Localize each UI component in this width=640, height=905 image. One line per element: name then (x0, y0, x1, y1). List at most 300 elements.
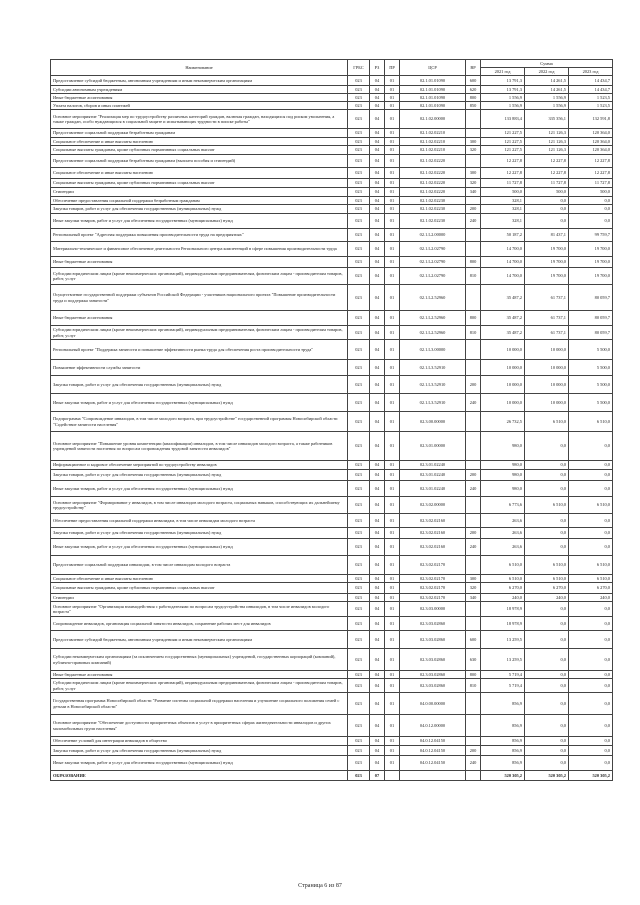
header-csr: ЦСР (400, 60, 466, 76)
row-sum-2023: 0,0 (569, 470, 613, 481)
table-row (51, 693, 613, 715)
row-sum-2023: 0,0 (569, 617, 613, 631)
row-rz: 04 (370, 671, 385, 679)
row-rz: 04 (370, 94, 385, 102)
row-sum-2022: 0,0 (525, 461, 569, 470)
row-name: Социальные выплаты гражданам, кроме публичных нормативных социальных выплат (51, 146, 348, 155)
row-sum-2021: 13 259,5 (481, 631, 525, 649)
row-sum-2022: 0,0 (525, 470, 569, 481)
row-grbs: 023 (348, 311, 370, 326)
table-row (51, 617, 613, 631)
row-csr: 02.1.L3.52910 (400, 394, 466, 412)
row-sum-2021: 121 227,5 (481, 146, 525, 155)
row-grbs: 023 (348, 514, 370, 528)
row-grbs: 023 (348, 242, 370, 257)
row-csr: 02.1.02.02220 (400, 168, 466, 179)
row-grbs: 023 (348, 146, 370, 155)
row-vr (466, 737, 481, 746)
table-row (51, 179, 613, 188)
row-sum-2021: 856,9 (481, 693, 525, 715)
row-csr: 02.3.02.02160 (400, 539, 466, 556)
row-pr: 01 (385, 138, 400, 146)
table-row (51, 102, 613, 110)
row-vr (466, 497, 481, 514)
row-sum-2023: 19 700,0 (569, 268, 613, 285)
row-sum-2023: 0,0 (569, 631, 613, 649)
row-sum-2021: 26 732,5 (481, 412, 525, 432)
row-vr: 600 (466, 631, 481, 649)
table-row (51, 168, 613, 179)
row-sum-2022: 6 510,0 (525, 497, 569, 514)
row-rz: 04 (370, 556, 385, 575)
row-vr (466, 412, 481, 432)
row-sum-2022: 1 556,9 (525, 94, 569, 102)
row-rz: 04 (370, 102, 385, 110)
row-sum-2022: 6 510,0 (525, 556, 569, 575)
row-csr: 02.1.01.01090 (400, 94, 466, 102)
row-pr: 01 (385, 715, 400, 737)
row-vr: 200 (466, 205, 481, 214)
header-vr: ВР (466, 60, 481, 76)
row-vr: 240 (466, 214, 481, 229)
row-sum-2022: 0,0 (525, 539, 569, 556)
row-pr: 01 (385, 86, 400, 94)
row-pr: 01 (385, 539, 400, 556)
row-csr: 02.3.01.00000 (400, 432, 466, 461)
row-csr: 02.1.01.01090 (400, 102, 466, 110)
table-row (51, 311, 613, 326)
table-row (51, 412, 613, 432)
row-csr: 02.3.01.02240 (400, 461, 466, 470)
row-sum-2022: 1 556,9 (525, 102, 569, 110)
row-csr: 02.1.02.02210 (400, 129, 466, 138)
row-sum-2022: 12 227,8 (525, 168, 569, 179)
budget-sheet (50, 59, 612, 781)
row-vr: 300 (466, 138, 481, 146)
row-sum-2023: 0,0 (569, 679, 613, 693)
row-csr: 02.3.02.02170 (400, 556, 466, 575)
row-sum-2022: 61 737,1 (525, 326, 569, 340)
row-grbs: 023 (348, 746, 370, 756)
header-year-2021: 2021 год (481, 68, 525, 76)
row-sum-2022: 0,0 (525, 737, 569, 746)
table-row (51, 679, 613, 693)
row-sum-2021: 263,6 (481, 514, 525, 528)
row-sum-2022: 11 727,8 (525, 179, 569, 188)
row-vr (466, 110, 481, 129)
row-rz: 04 (370, 528, 385, 539)
row-sum-2021: 6 773,6 (481, 497, 525, 514)
row-pr: 01 (385, 110, 400, 129)
row-pr: 01 (385, 129, 400, 138)
row-rz: 04 (370, 360, 385, 376)
row-sum-2023: 0,0 (569, 671, 613, 679)
row-vr (466, 360, 481, 376)
row-name: Социальное обеспечение и иные выплаты населению (51, 138, 348, 146)
row-csr: 02.3.03.02860 (400, 649, 466, 671)
row-sum-2022: 19 700,0 (525, 242, 569, 257)
row-vr: 340 (466, 188, 481, 197)
row-sum-2021: 6 270,0 (481, 583, 525, 594)
row-name: Социальные выплаты гражданам, кроме публичных нормативных социальных выплат (51, 583, 348, 594)
row-vr (466, 771, 481, 781)
row-name: Закупка товаров, работ и услуг для обеспечения государственных (муниципальных) нужд (51, 746, 348, 756)
row-sum-2021: 328,1 (481, 214, 525, 229)
row-name: Иные закупки товаров, работ и услуг для обеспечения государственных (муниципальных) нужд (51, 481, 348, 497)
row-sum-2022: 6 270,0 (525, 583, 569, 594)
row-pr: 01 (385, 229, 400, 242)
row-rz: 04 (370, 86, 385, 94)
row-rz: 04 (370, 229, 385, 242)
row-grbs: 023 (348, 771, 370, 781)
row-pr: 01 (385, 693, 400, 715)
row-sum-2023: 11 727,8 (569, 179, 613, 188)
table-row (51, 481, 613, 497)
row-csr: 02.1.L2.02790 (400, 242, 466, 257)
row-sum-2021: 328,1 (481, 205, 525, 214)
row-sum-2021: 13 791,3 (481, 76, 525, 86)
row-pr: 01 (385, 102, 400, 110)
row-rz: 04 (370, 461, 385, 470)
row-name: Иные бюджетные ассигнования (51, 257, 348, 268)
row-sum-2022: 0,0 (525, 631, 569, 649)
table-row (51, 470, 613, 481)
row-vr (466, 340, 481, 360)
row-rz: 04 (370, 376, 385, 394)
row-pr: 01 (385, 514, 400, 528)
row-name: Субсидии юридическим лицам (кроме некоммерческих организаций), индивидуальным предпринимателям, физическим лицам - производителям товаров, работ, услуг (51, 326, 348, 340)
row-sum-2023: 0,0 (569, 514, 613, 528)
table-row (51, 146, 613, 155)
row-sum-2021: 10 000,0 (481, 394, 525, 412)
row-name: Предоставление социальной поддержки инвалидам, в том числе инвалидам молодого возраста (51, 556, 348, 575)
row-vr: 240 (466, 539, 481, 556)
table-header (51, 60, 613, 76)
row-sum-2021: 10 000,0 (481, 360, 525, 376)
row-sum-2022: 520 305,2 (525, 771, 569, 781)
row-grbs: 023 (348, 575, 370, 583)
row-pr: 01 (385, 602, 400, 617)
row-sum-2021: 50 187,2 (481, 229, 525, 242)
row-sum-2023: 0,0 (569, 602, 613, 617)
row-sum-2023: 80 059,7 (569, 285, 613, 311)
row-rz: 04 (370, 470, 385, 481)
row-sum-2021: 6 510,0 (481, 556, 525, 575)
row-sum-2021: 121 227,5 (481, 129, 525, 138)
row-sum-2022: 0,0 (525, 679, 569, 693)
row-rz: 04 (370, 205, 385, 214)
row-name: Осуществление государственной поддержки субъектов Российской Федерации - участников национального проекта "Повышение производительности труда и поддержка занятости" (51, 285, 348, 311)
row-rz: 04 (370, 746, 385, 756)
row-vr (466, 129, 481, 138)
budget-table (50, 59, 613, 781)
row-grbs: 023 (348, 432, 370, 461)
row-vr: 240 (466, 394, 481, 412)
row-pr: 01 (385, 311, 400, 326)
table-row (51, 242, 613, 257)
row-name: Иные бюджетные ассигнования (51, 311, 348, 326)
row-vr (466, 229, 481, 242)
table-row (51, 756, 613, 771)
row-pr: 01 (385, 631, 400, 649)
row-sum-2023: 5 500,0 (569, 376, 613, 394)
row-name: Предоставление социальной поддержки безработным гражданам (51, 129, 348, 138)
row-pr: 01 (385, 242, 400, 257)
row-rz: 04 (370, 179, 385, 188)
row-sum-2021: 13 259,5 (481, 649, 525, 671)
row-sum-2022: 0,0 (525, 617, 569, 631)
row-sum-2023: 12 227,8 (569, 155, 613, 168)
row-vr (466, 155, 481, 168)
table-row (51, 715, 613, 737)
row-grbs: 023 (348, 649, 370, 671)
row-sum-2022: 0,0 (525, 481, 569, 497)
table-row (51, 76, 613, 86)
row-sum-2021: 14 700,0 (481, 242, 525, 257)
row-name: Обеспечение условий для интеграции инвалидов в общество (51, 737, 348, 746)
row-csr: 04.0.12.04150 (400, 756, 466, 771)
row-rz: 04 (370, 432, 385, 461)
row-sum-2023: 5 500,0 (569, 360, 613, 376)
row-vr: 320 (466, 146, 481, 155)
row-csr: 02.1.01.01090 (400, 86, 466, 94)
row-vr: 800 (466, 671, 481, 679)
row-sum-2023: 0,0 (569, 205, 613, 214)
row-vr: 200 (466, 528, 481, 539)
row-sum-2022: 500,0 (525, 188, 569, 197)
row-sum-2021: 856,9 (481, 715, 525, 737)
row-name: Сопровождение инвалидов, организация социальной занятости инвалидов, сохранение рабочих мест для инвалидов (51, 617, 348, 631)
row-name: Подпрограмма "Сопровождение инвалидов, в том числе молодого возраста, при трудоустройстве" государственной программы Новосибирской области "Содействие занятости населения" (51, 412, 348, 432)
row-csr: 02.3.01.02240 (400, 470, 466, 481)
row-grbs: 023 (348, 168, 370, 179)
row-vr: 630 (466, 649, 481, 671)
row-grbs: 023 (348, 583, 370, 594)
row-sum-2021: 980,0 (481, 432, 525, 461)
row-sum-2021: 133 883,4 (481, 110, 525, 129)
table-body (51, 76, 613, 781)
row-pr: 01 (385, 340, 400, 360)
table-row (51, 188, 613, 197)
table-row (51, 214, 613, 229)
row-csr: 04.0.12.04150 (400, 737, 466, 746)
header-sums: Сумма (481, 60, 613, 68)
row-sum-2021: 121 227,5 (481, 138, 525, 146)
row-csr: 04.0.12.00000 (400, 715, 466, 737)
row-rz: 04 (370, 326, 385, 340)
row-vr: 800 (466, 311, 481, 326)
row-name: Закупка товаров, работ и услуг для обеспечения государственных (муниципальных) нужд (51, 376, 348, 394)
row-pr: 01 (385, 556, 400, 575)
row-rz: 04 (370, 129, 385, 138)
row-pr: 01 (385, 432, 400, 461)
row-csr: 02.3.01.02240 (400, 481, 466, 497)
row-sum-2021: 328,1 (481, 197, 525, 205)
row-csr: 02.1.02.02220 (400, 155, 466, 168)
page-footer: Страница 6 из 87 (298, 883, 342, 889)
row-pr: 01 (385, 188, 400, 197)
row-name: Социальное обеспечение и иные выплаты населению (51, 168, 348, 179)
row-sum-2021: 12 227,8 (481, 155, 525, 168)
row-sum-2023: 0,0 (569, 756, 613, 771)
row-sum-2023: 12 227,8 (569, 168, 613, 179)
row-grbs: 023 (348, 594, 370, 602)
table-row (51, 575, 613, 583)
row-sum-2021: 5 719,4 (481, 671, 525, 679)
row-rz: 04 (370, 602, 385, 617)
row-rz: 04 (370, 514, 385, 528)
row-name: Информационное и кадровое обеспечение мероприятий по трудоустройству инвалидов (51, 461, 348, 470)
table-row (51, 602, 613, 617)
row-pr: 01 (385, 671, 400, 679)
row-sum-2023: 0,0 (569, 481, 613, 497)
row-rz: 04 (370, 497, 385, 514)
row-pr: 01 (385, 155, 400, 168)
row-pr: 01 (385, 285, 400, 311)
row-pr: 01 (385, 756, 400, 771)
row-name: Региональный проект "Адресная поддержка повышения производительности труда на предприятиях" (51, 229, 348, 242)
row-vr: 300 (466, 168, 481, 179)
row-csr: 02.1.02.02210 (400, 138, 466, 146)
row-csr: 02.3.00.00000 (400, 412, 466, 432)
row-rz: 04 (370, 679, 385, 693)
row-csr: 02.1.L2.52960 (400, 326, 466, 340)
row-sum-2021: 1 556,9 (481, 94, 525, 102)
row-rz: 04 (370, 76, 385, 86)
row-sum-2021: 13 791,3 (481, 86, 525, 94)
row-pr: 01 (385, 583, 400, 594)
row-pr: 01 (385, 94, 400, 102)
row-sum-2022: 19 700,0 (525, 268, 569, 285)
row-rz: 04 (370, 188, 385, 197)
table-row (51, 360, 613, 376)
row-grbs: 023 (348, 756, 370, 771)
table-row (51, 583, 613, 594)
row-csr: 02.1.02.02230 (400, 214, 466, 229)
table-row (51, 556, 613, 575)
row-sum-2023: 0,0 (569, 715, 613, 737)
table-row (51, 129, 613, 138)
row-sum-2022: 0,0 (525, 693, 569, 715)
row-csr: 04.0.00.00000 (400, 693, 466, 715)
row-vr: 620 (466, 86, 481, 94)
row-vr: 340 (466, 594, 481, 602)
row-name: Предоставление социальной поддержки безработным гражданам (выплата пособия и стипендий) (51, 155, 348, 168)
row-sum-2023: 6 510,0 (569, 556, 613, 575)
row-sum-2023: 5 500,0 (569, 394, 613, 412)
row-grbs: 023 (348, 179, 370, 188)
row-sum-2023: 240,0 (569, 594, 613, 602)
row-sum-2023: 1 523,5 (569, 102, 613, 110)
table-row (51, 257, 613, 268)
row-name: Стипендии (51, 594, 348, 602)
row-name: Основное мероприятие "Повышение уровня компетенции (квалификации) инвалидов, в том числе инвалидов молодого возраста, а также работников учреждений занятости населения по вопросам сопровождения трудовой занятости инвалидов" (51, 432, 348, 461)
row-grbs: 023 (348, 102, 370, 110)
header-grbs: ГРБС (348, 60, 370, 76)
row-vr (466, 197, 481, 205)
table-row (51, 340, 613, 360)
row-sum-2022: 0,0 (525, 746, 569, 756)
row-sum-2023: 80 059,7 (569, 311, 613, 326)
row-sum-2021: 263,6 (481, 528, 525, 539)
row-grbs: 023 (348, 617, 370, 631)
row-vr: 240 (466, 756, 481, 771)
row-csr: 02.3.03.02860 (400, 631, 466, 649)
row-sum-2023: 0,0 (569, 737, 613, 746)
row-pr: 01 (385, 461, 400, 470)
row-grbs: 023 (348, 360, 370, 376)
row-rz: 04 (370, 583, 385, 594)
row-sum-2023: 99 759,7 (569, 229, 613, 242)
row-name: Государственная программа Новосибирской области "Развитие системы социальной поддержки населения и улучшение социального положения семей с детьми в Новосибирской области" (51, 693, 348, 715)
row-name: Субсидии некоммерческим организациям (за исключением государственных (муниципальных) учреждений, государственных корпораций (компаний), публично-правовых компаний) (51, 649, 348, 671)
row-name: Обеспечение предоставления социальной поддержки инвалидам, в том числе инвалидам молодого возраста (51, 514, 348, 528)
row-pr: 01 (385, 360, 400, 376)
row-sum-2023: 6 510,0 (569, 412, 613, 432)
row-csr: 02.1.L3.00000 (400, 340, 466, 360)
row-grbs: 023 (348, 470, 370, 481)
row-grbs: 023 (348, 205, 370, 214)
row-sum-2022: 10 000,0 (525, 394, 569, 412)
row-sum-2022: 121 126,3 (525, 138, 569, 146)
header-pr: ПР (385, 60, 400, 76)
row-rz: 04 (370, 110, 385, 129)
row-vr: 800 (466, 257, 481, 268)
row-name: Предоставление субсидий бюджетным, автономным учреждениям и иным некоммерческим организациям (51, 76, 348, 86)
header-rz: РЗ (370, 60, 385, 76)
row-csr: 02.1.L2.00000 (400, 229, 466, 242)
row-sum-2023: 0,0 (569, 432, 613, 461)
row-sum-2023: 6 510,0 (569, 575, 613, 583)
row-sum-2021: 856,9 (481, 746, 525, 756)
row-csr: 02.1.L3.52910 (400, 360, 466, 376)
row-vr: 800 (466, 94, 481, 102)
row-name: Иные закупки товаров, работ и услуг для обеспечения государственных (муниципальных) нужд (51, 214, 348, 229)
table-row (51, 155, 613, 168)
row-pr (385, 771, 400, 781)
row-sum-2021: 980,0 (481, 461, 525, 470)
row-csr: 02.3.02.02170 (400, 575, 466, 583)
row-pr: 01 (385, 594, 400, 602)
row-rz: 04 (370, 539, 385, 556)
row-rz: 04 (370, 214, 385, 229)
row-sum-2021: 18 978,9 (481, 602, 525, 617)
row-vr: 810 (466, 268, 481, 285)
table-row (51, 594, 613, 602)
row-sum-2021: 14 700,0 (481, 268, 525, 285)
row-sum-2022: 10 000,0 (525, 376, 569, 394)
row-name: Материально-техническое и финансовое обеспечение деятельности Регионального центра компетенций в сфере повышения производительности труда (51, 242, 348, 257)
row-sum-2021: 12 227,8 (481, 168, 525, 179)
row-pr: 01 (385, 179, 400, 188)
row-name: Иные бюджетные ассигнования (51, 671, 348, 679)
row-grbs: 023 (348, 340, 370, 360)
row-grbs: 023 (348, 394, 370, 412)
row-rz: 04 (370, 693, 385, 715)
row-sum-2023: 19 700,0 (569, 257, 613, 268)
row-sum-2021: 980,0 (481, 481, 525, 497)
row-name: Иные бюджетные ассигнования (51, 94, 348, 102)
row-csr: 02.1.02.02230 (400, 197, 466, 205)
row-pr: 01 (385, 394, 400, 412)
row-sum-2021: 980,0 (481, 470, 525, 481)
row-pr: 01 (385, 376, 400, 394)
row-csr: 02.1.02.02230 (400, 205, 466, 214)
row-sum-2021: 10 000,0 (481, 340, 525, 360)
row-grbs: 023 (348, 188, 370, 197)
row-grbs: 023 (348, 268, 370, 285)
row-sum-2023: 0,0 (569, 693, 613, 715)
